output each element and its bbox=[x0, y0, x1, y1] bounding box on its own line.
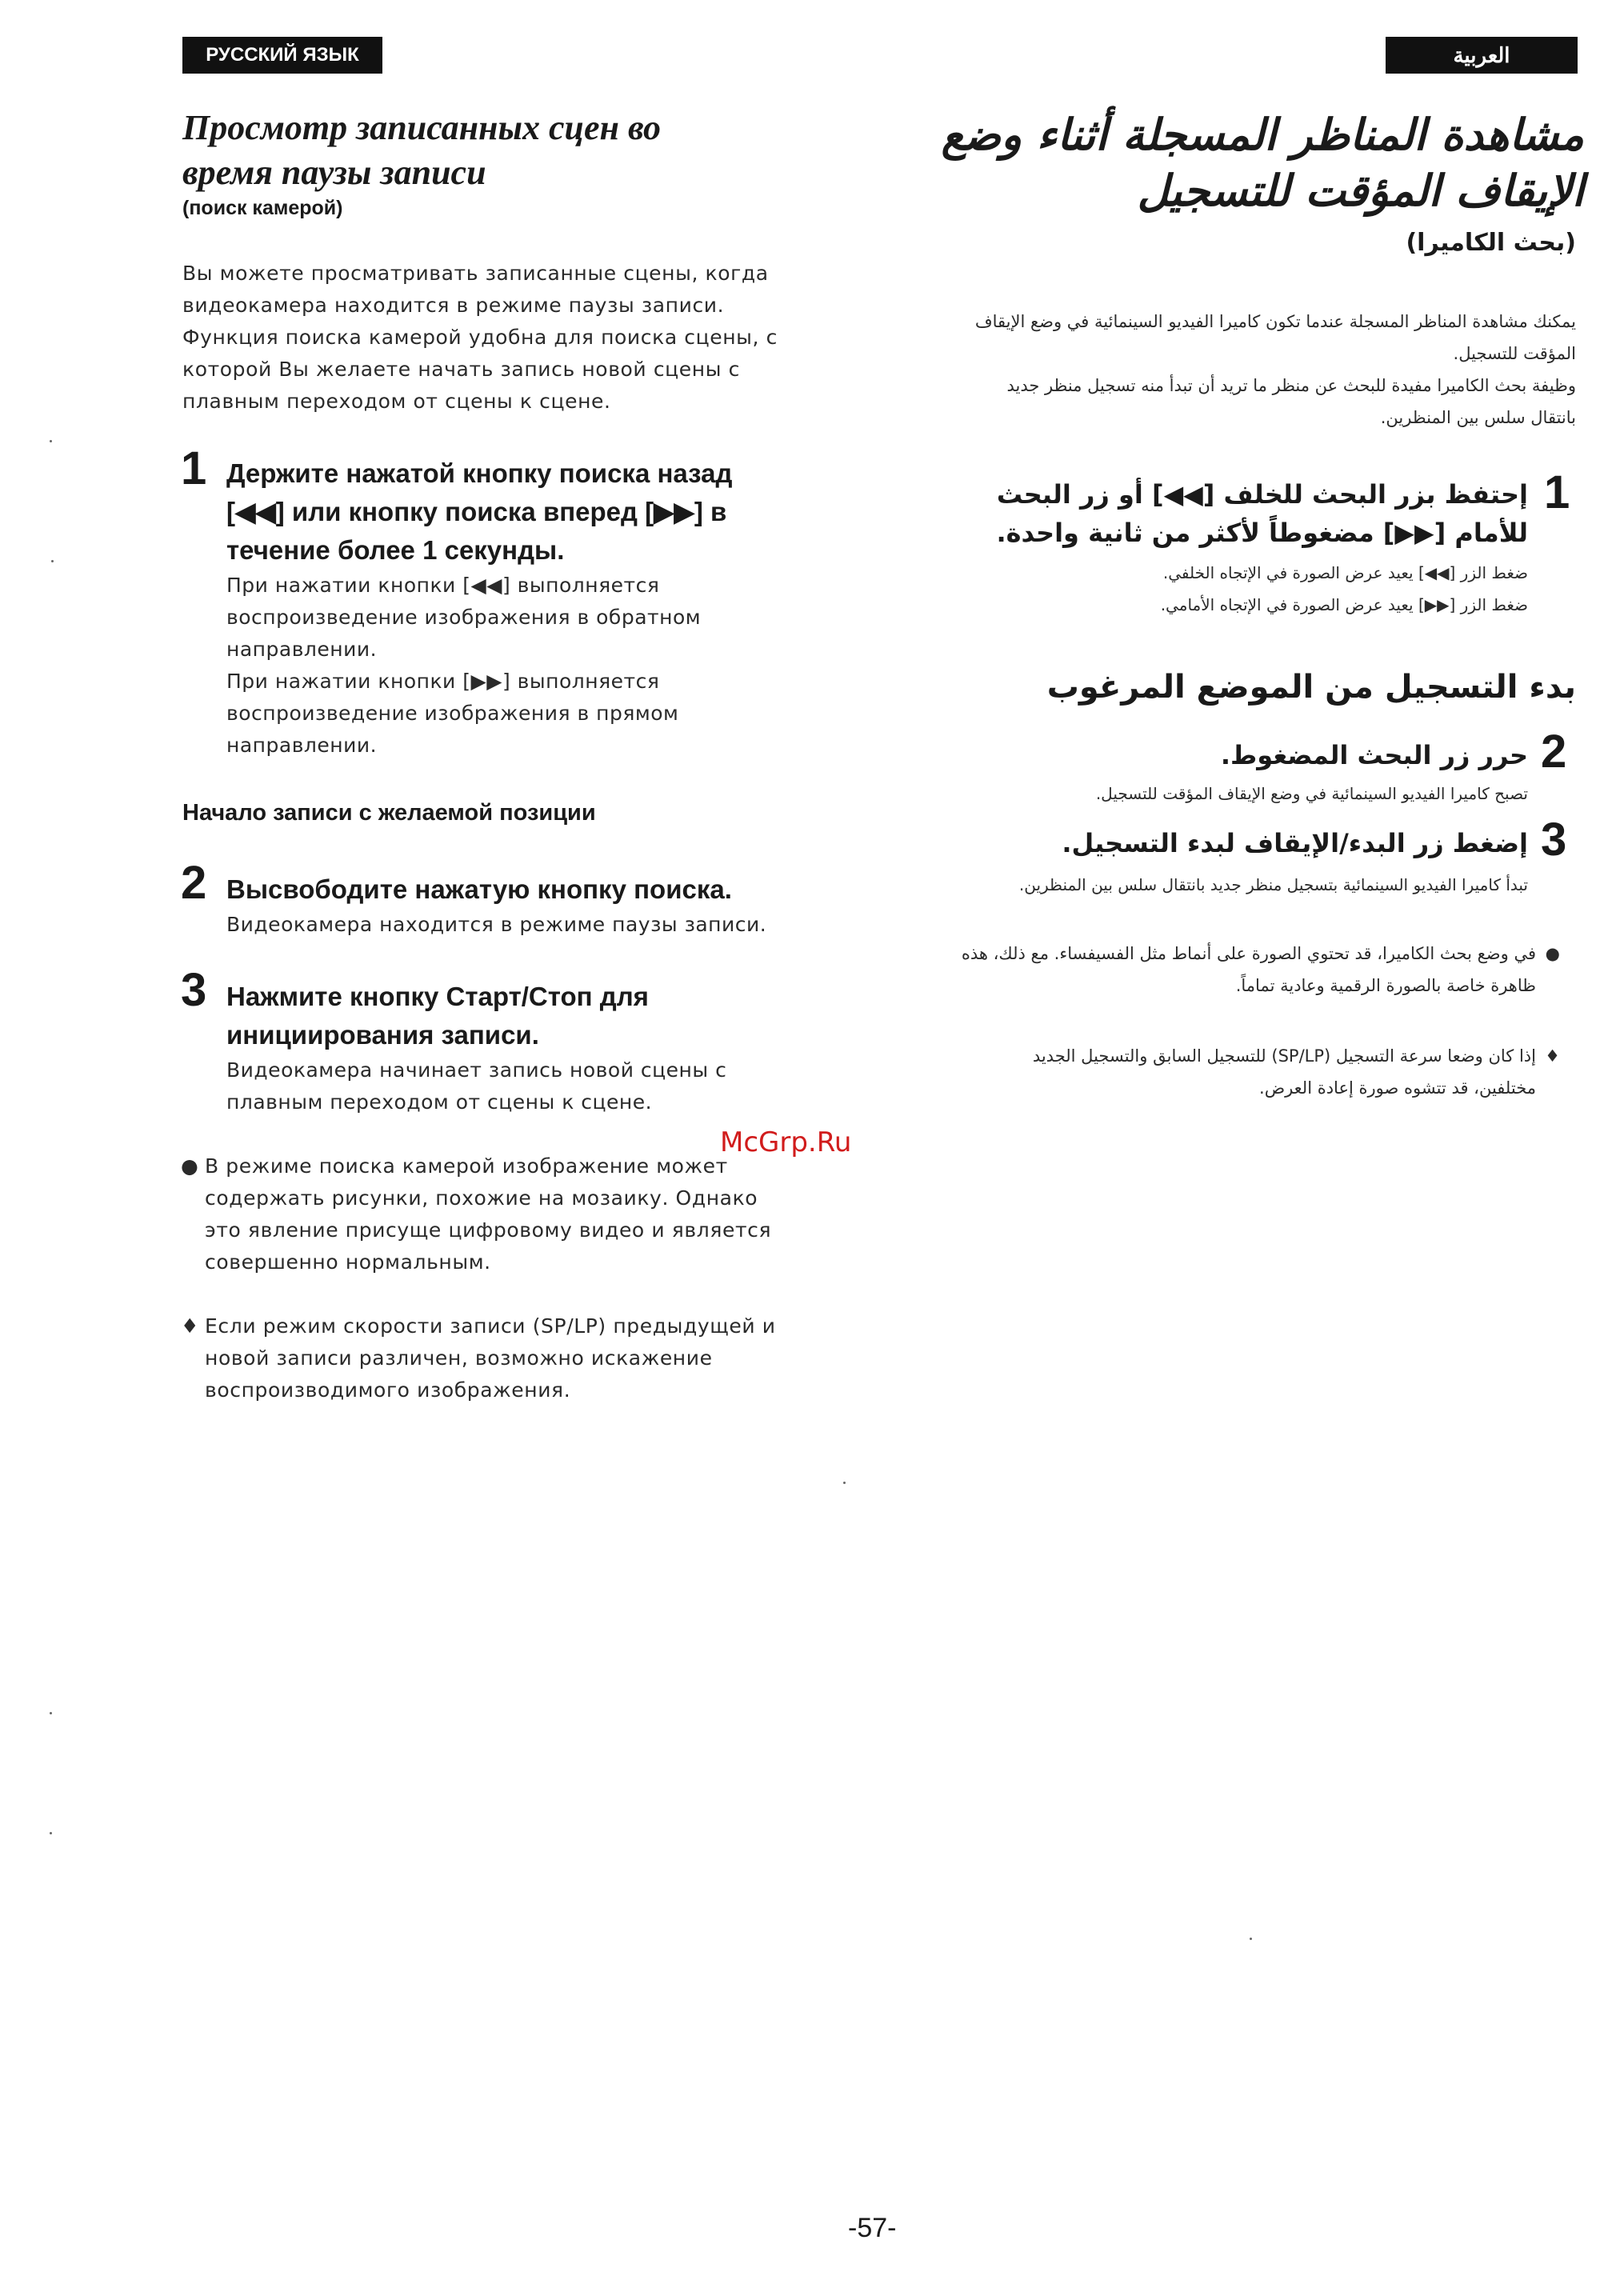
ru-step-2-heading: Высвободите нажатую кнопку поиска. bbox=[226, 874, 732, 904]
ru-step-3-heading-line: Нажмите кнопку Старт/Стоп для bbox=[226, 982, 649, 1011]
ar-step-2-number: 2 bbox=[1541, 726, 1567, 778]
ru-intro-line: Функция поиска камерой удобна для поиска сцены, с bbox=[182, 326, 778, 349]
ar-step-1-number: 1 bbox=[1544, 466, 1570, 518]
arabic-language-tag: العربية bbox=[1386, 37, 1578, 74]
ru-step-3-text-line: плавным переходом от сцены к сцене. bbox=[226, 1090, 653, 1114]
ar-step-2-description: تصبح كاميرا الفيديو السينمائية في وضع الإيقاف المؤقت للتسجيل. bbox=[1095, 784, 1528, 803]
ru-intro-paragraph bbox=[182, 258, 846, 418]
ru-intro-line: Вы можете просматривать записанные сцены, когда bbox=[182, 262, 769, 285]
ar-intro-line: وظيفة بحث الكاميرا مفيدة للبحث عن منظر ما تريد أن تبدأ منه تسجيل منظر جديد bbox=[1006, 376, 1576, 395]
ar-note-sp-lp-text bbox=[1033, 1040, 1536, 1104]
ru-step-1-heading-line: [◀◀] или кнопку поиска вперед [▶▶] в bbox=[226, 497, 727, 526]
ru-step-3-heading bbox=[226, 978, 866, 1054]
ru-step-3-number: 3 bbox=[181, 964, 207, 1016]
russian-language-tag: РУССКИЙ ЯЗЫК bbox=[182, 37, 382, 74]
ar-section-heading: بدء التسجيل من الموضع المرغوب bbox=[1046, 669, 1576, 706]
ar-subtitle: (بحث الكاميرا) bbox=[1406, 229, 1576, 257]
ru-title-line-1: Просмотр записанных сцен во bbox=[182, 108, 662, 147]
ru-note-line: это явление присуще цифровому видео и является bbox=[205, 1218, 772, 1242]
scan-speck bbox=[50, 1832, 52, 1834]
ar-page-title bbox=[880, 107, 1584, 219]
ar-note-line: في وضع بحث الكاميرا، قد تحتوي الصورة على أنماط مثل الفسيفساء. مع ذلك، هذه bbox=[961, 944, 1536, 963]
ar-note-line: إذا كان وضعا سرعة التسجيل (SP/LP) للتسجيل السابق والتسجيل الجديد bbox=[1032, 1046, 1536, 1066]
ru-step-2-number: 2 bbox=[181, 857, 207, 909]
ru-title-line-2: время паузы записи bbox=[182, 153, 486, 192]
ar-step-3-description: تبدأ كاميرا الفيديو السينمائية بتسجيل منظر جديد بانتقال سلس بين المنظرين. bbox=[1018, 875, 1528, 894]
watermark: McGrp.Ru bbox=[720, 1126, 852, 1158]
ar-step-1-heading bbox=[920, 475, 1528, 552]
ru-note-line: содержать рисунки, похожие на мозаику. Однако bbox=[205, 1186, 758, 1210]
ar-step-1-description bbox=[920, 557, 1528, 621]
ru-note-sp-lp bbox=[181, 1310, 869, 1406]
ru-intro-line: которой Вы желаете начать запись новой сцены с bbox=[182, 358, 740, 381]
scan-speck bbox=[51, 560, 54, 562]
ar-title-line-2: الإيقاف المؤقت للتسجيل bbox=[1137, 166, 1584, 216]
bullet-diamond-icon: ♦ bbox=[181, 1314, 200, 1338]
ar-note-sp-lp bbox=[920, 1040, 1560, 1104]
ar-step-2-heading: حرر زر البحث المضغوط. bbox=[1220, 740, 1528, 770]
ar-note-line: ظاهرة خاصة بالصورة الرقمية وعادية تماماً. bbox=[1235, 976, 1536, 995]
ar-step-1-text-line: ضغط الزر [▶▶] يعيد عرض الصورة في الإتجاه الأمامي. bbox=[1160, 595, 1528, 614]
ru-page-title bbox=[182, 106, 902, 195]
bullet-dot-icon: ● bbox=[1545, 944, 1560, 963]
ru-step-3-heading-line: инициирования записи. bbox=[226, 1020, 539, 1050]
ru-note-line: В режиме поиска камерой изображение может bbox=[205, 1154, 728, 1178]
ru-step-1-heading-line: течение более 1 секунды. bbox=[226, 535, 565, 565]
scan-speck bbox=[50, 440, 52, 442]
ar-note-mosaic bbox=[920, 938, 1560, 1002]
ar-title-line-1: مشاهدة المناظر المسجلة أثناء وضع bbox=[941, 110, 1584, 160]
ru-step-1-number: 1 bbox=[181, 442, 207, 494]
ru-step-1-text-line: направлении. bbox=[226, 734, 378, 757]
ar-intro-line: يمكنك مشاهدة المناظر المسجلة عندما تكون كاميرا الفيديو السينمائية في وضع الإيقاف bbox=[974, 312, 1576, 331]
ar-intro-line: المؤقت للتسجيل. bbox=[1453, 344, 1576, 363]
ar-step-3-number: 3 bbox=[1541, 814, 1567, 866]
ar-step-1-heading-line: للأمام [▶▶] مضغوطاً لأكثر من ثانية واحدة. bbox=[996, 518, 1528, 548]
ru-step-3-text-line: Видеокамера начинает запись новой сцены с bbox=[226, 1058, 727, 1082]
ru-note-line: совершенно нормальным. bbox=[205, 1250, 491, 1274]
ar-step-1-text-line: ضغط الزر [◀◀] يعيد عرض الصورة في الإتجاه الخلفي. bbox=[1162, 563, 1528, 582]
ru-step-1-description bbox=[226, 570, 866, 762]
ru-step-2-description: Видеокамера находится в режиме паузы записи. bbox=[226, 913, 767, 936]
ru-step-1-heading bbox=[226, 454, 866, 570]
ru-note-sp-lp-text bbox=[205, 1310, 776, 1406]
ru-note-line: новой записи различен, возможно искажение bbox=[205, 1346, 713, 1370]
ar-intro-line: بانتقال سلس بين المنظرين. bbox=[1380, 408, 1576, 427]
ru-intro-line: плавным переходом от сцены к сцене. bbox=[182, 390, 611, 413]
ru-step-1-text-line: направлении. bbox=[226, 638, 378, 661]
page-number: -57- bbox=[848, 2213, 897, 2243]
ar-note-line: مختلفين، قد تتشوه صورة إعادة العرض. bbox=[1259, 1078, 1536, 1098]
bullet-diamond-icon: ♦ bbox=[1545, 1046, 1560, 1066]
ar-note-mosaic-text bbox=[962, 938, 1536, 1002]
scan-speck bbox=[50, 1712, 52, 1714]
ru-intro-line: видеокамера находится в режиме паузы записи. bbox=[182, 294, 725, 317]
ar-intro-paragraph bbox=[920, 306, 1576, 434]
ru-note-mosaic-text bbox=[205, 1150, 771, 1278]
ru-section-heading: Начало записи с желаемой позиции bbox=[182, 800, 596, 826]
ar-step-1-heading-line: إحتفظ بزر البحث للخلف [◀◀] أو زر البحث bbox=[996, 479, 1528, 510]
ru-note-line: воспроизводимого изображения. bbox=[205, 1378, 571, 1402]
ru-note-line: Если режим скорости записи (SP/LP) предыдущей и bbox=[205, 1314, 776, 1338]
ru-step-1-text-line: воспроизведение изображения в прямом bbox=[226, 702, 679, 725]
bullet-dot-icon: ● bbox=[181, 1154, 199, 1178]
ru-subtitle: (поиск камерой) bbox=[182, 197, 343, 219]
scan-speck bbox=[843, 1482, 846, 1484]
ru-step-1-text-line: воспроизведение изображения в обратном bbox=[226, 606, 702, 629]
ar-step-3-heading: إضغط زر البدء/الإيقاف لبدء التسجيل. bbox=[1062, 828, 1528, 858]
ru-step-1-text-line: При нажатии кнопки [▶▶] выполняется bbox=[226, 670, 660, 693]
ru-step-1-text-line: При нажатии кнопки [◀◀] выполняется bbox=[226, 574, 660, 597]
ru-note-mosaic bbox=[181, 1150, 869, 1278]
scan-speck bbox=[1250, 1938, 1252, 1940]
ru-step-1-heading-line: Держите нажатой кнопку поиска назад bbox=[226, 458, 733, 488]
ru-step-3-description bbox=[226, 1054, 866, 1118]
